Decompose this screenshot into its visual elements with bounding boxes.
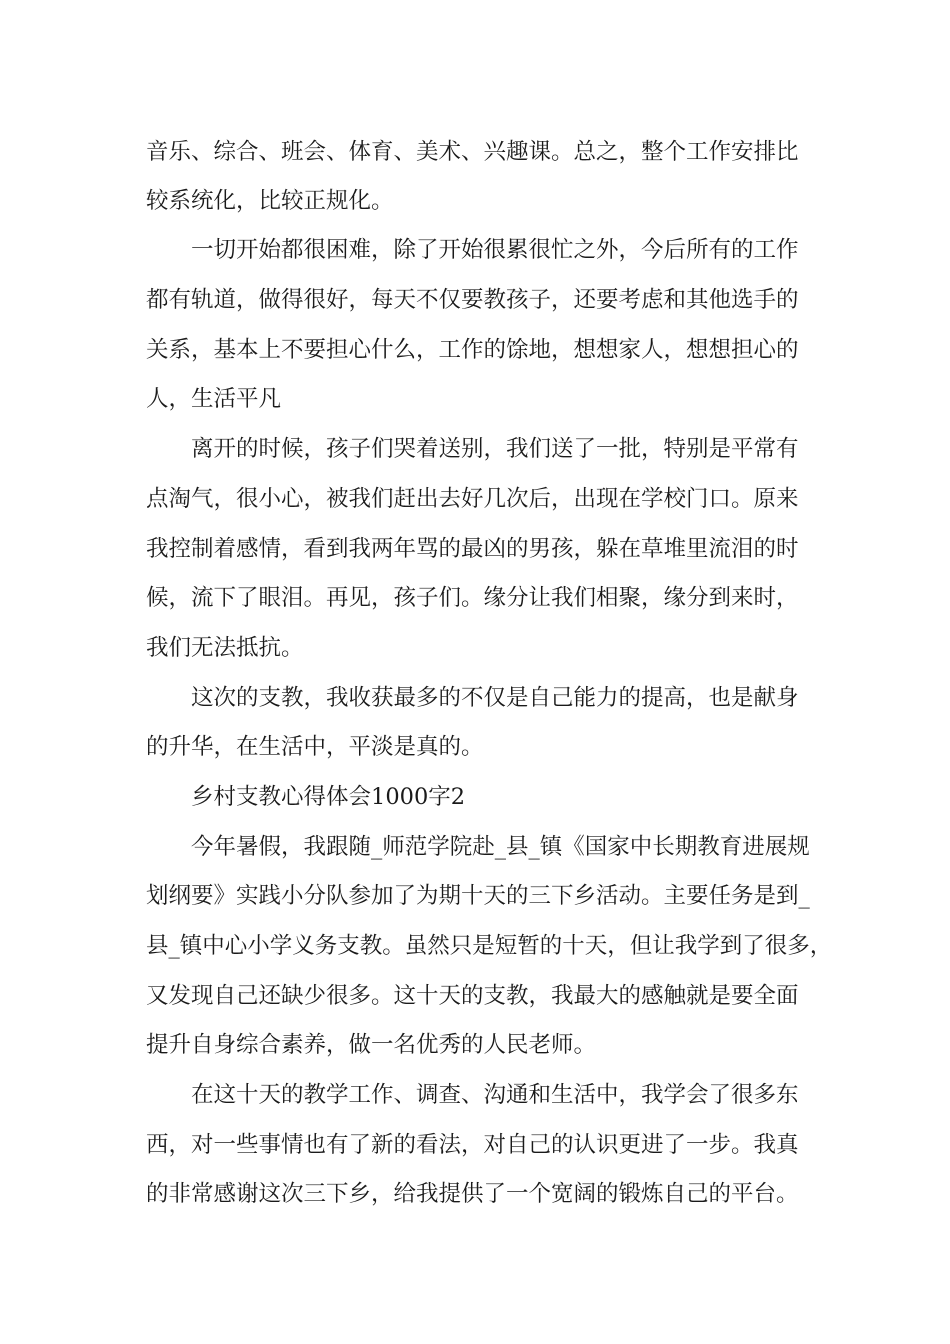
text-line: 关系，基本上不要担心什么，工作的馀地，想想家人，想想担心的	[146, 337, 799, 363]
text-line: 音乐、综合、班会、体育、美术、兴趣课。总之，整个工作安排比	[146, 139, 799, 165]
paragraph-start-line: 离开的时候，孩子们哭着送别，我们送了一批，特别是平常有	[191, 436, 799, 462]
text-line: 西，对一些事情也有了新的看法，对自己的认识更进了一步。我真	[146, 1132, 799, 1158]
text-line: 我控制着感情，看到我两年骂的最凶的男孩，躲在草堆里流泪的时	[146, 536, 799, 562]
text-line: 候，流下了眼泪。再见，孩子们。缘分让我们相聚，缘分到来时，	[146, 585, 799, 611]
paragraph-start-line: 一切开始都很困难，除了开始很累很忙之外，今后所有的工作	[191, 237, 799, 263]
paragraph-start-line: 这次的支教，我收获最多的不仅是自己能力的提高，也是献身	[191, 685, 799, 711]
text-line: 的升华，在生活中，平淡是真的。	[146, 734, 484, 760]
text-line: 较系统化，比较正规化。	[146, 188, 394, 214]
paragraph-start-line: 在这十天的教学工作、调查、沟通和生活中，我学会了很多东	[191, 1082, 799, 1108]
text-line: 我们无法抵抗。	[146, 635, 304, 661]
text-line: 人，生活平凡	[146, 386, 282, 412]
text-line: 划纲要》实践小分队参加了为期十天的三下乡活动。主要任务是到_	[146, 883, 810, 909]
paragraph-start-line: 今年暑假，我跟随_师范学院赴_县_镇《国家中长期教育进展规	[191, 834, 810, 860]
text-line: 又发现自己还缺少很多。这十天的支教，我最大的感触就是要全面	[146, 983, 799, 1009]
text-line: 点淘气，很小心，被我们赶出去好几次后，出现在学校门口。原来	[146, 486, 799, 512]
text-line: 县_镇中心小学义务支教。虽然只是短暂的十天，但让我学到了很多，	[146, 933, 833, 959]
text-line: 的非常感谢这次三下乡，给我提供了一个宽阔的锻炼自己的平台。	[146, 1181, 799, 1207]
section-heading: 乡村支教心得体会1000字2	[191, 784, 466, 810]
text-line: 都有轨道，做得很好，每天不仅要教孩子，还要考虑和其他选手的	[146, 287, 799, 313]
text-line: 提升自身综合素养，做一名优秀的人民老师。	[146, 1032, 597, 1058]
